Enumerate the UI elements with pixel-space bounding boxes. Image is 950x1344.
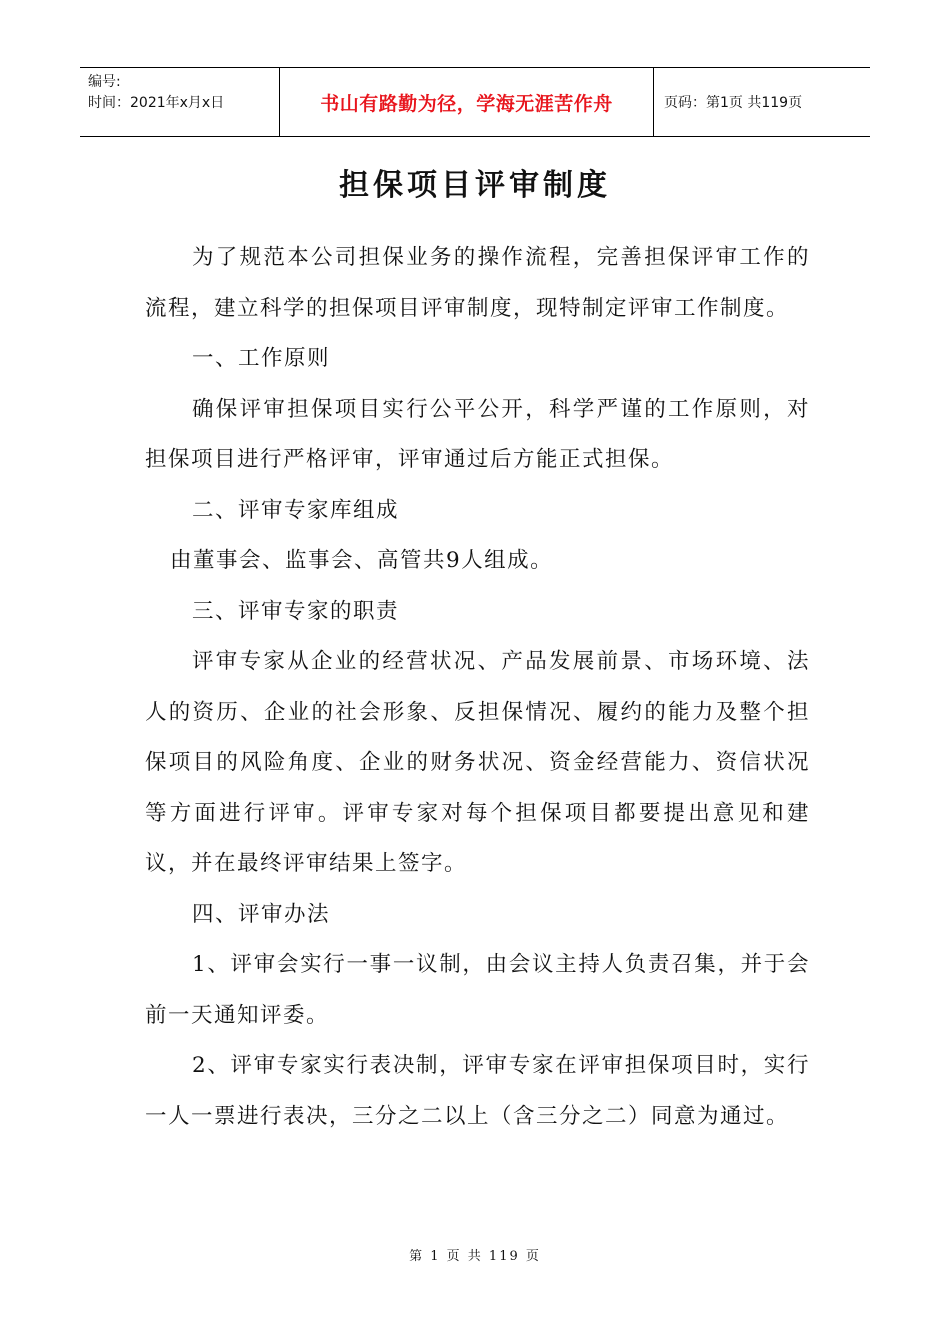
- paragraph-duties: 评审专家从企业的经营状况、产品发展前景、市场环境、法人的资历、企业的社会形象、反担保情况、履约的能力及整个担保项目的风险角度、企业的财务状况、资金经营能力、资信状况等方面进行评审。评审专家对每个担保项目都要提出意见和建议，并在最终评审结果上签字。: [145, 649, 810, 876]
- paragraph-composition: 由董事会、监事会、高管共9人组成。: [170, 548, 554, 573]
- section-heading-2: 二、评审专家库组成: [192, 497, 400, 523]
- header-meta: [80, 68, 280, 136]
- document-body: [145, 233, 810, 1142]
- section-heading-3: 三、评审专家的职责: [192, 598, 400, 624]
- section-heading-1: 一、工作原则: [192, 346, 331, 371]
- paragraph-intro: 为了规范本公司担保业务的操作流程，完善担保评审工作的流程，建立科学的担保项目评审制度，现特制定评审工作制度。: [145, 245, 810, 321]
- paragraph-method-1: 1、评审会实行一事一议制，由会议主持人负责召集，并于会前一天通知评委。: [145, 952, 810, 1028]
- paragraph-method-2: 2、评审专家实行表决制，评审专家在评审担保项目时，实行一人一票进行表决，三分之二以上（含三分之二）同意为通过。: [145, 1053, 810, 1129]
- header-table: [80, 67, 870, 137]
- section-heading-4: 四、评审办法: [192, 901, 331, 927]
- document-title: 担保项目评审制度: [339, 168, 611, 203]
- header-page-label: 页码：第1页 共119页: [664, 95, 803, 111]
- paragraph-principle: 确保评审担保项目实行公平公开，科学严谨的工作原则，对担保项目进行严格评审，评审通过后方能正式担保。: [145, 396, 810, 472]
- document-number-label: 编号:: [88, 74, 121, 90]
- header-slogan: 书山有路勤为径，学海无涯苦作舟: [280, 68, 654, 136]
- page-footer: 第 1 页 共 119 页: [409, 1249, 541, 1264]
- document-time-label: 时间：2021年x月x日: [88, 95, 225, 111]
